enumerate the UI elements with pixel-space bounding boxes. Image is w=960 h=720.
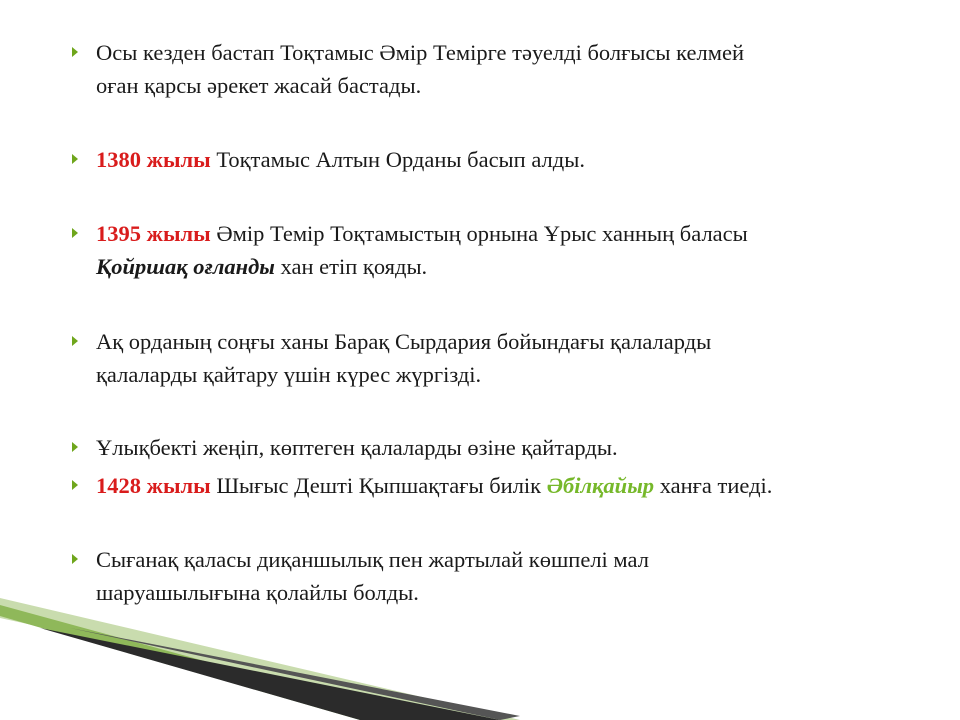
bullet-item-5 [72,431,902,464]
bullet-7-line-2: шаруашылығына қолайлы болды. [96,580,419,605]
bullet-3-text-1: Әмір Темір Тоқтамыстың орнына Ұрыс ханның баласы [210,221,748,246]
bullet-arrow-icon [72,554,78,564]
bullet-6-text-1: Шығыс Дешті Қыпшақтағы билік [210,473,547,498]
bullet-arrow-icon [72,336,78,346]
bullet-item-7 [72,543,902,609]
bullet-item-6 [72,469,902,502]
bullet-5-text: Ұлықбекті жеңіп, көптеген қалаларды өзіне қайтарды. [96,435,618,460]
bullet-2-text: Тоқтамыс Алтын Орданы басып алды. [210,147,585,172]
bullet-item-2 [72,143,902,176]
bullet-3-name: Қойршақ оғланды [96,254,275,279]
bullet-4-line-2: қалаларды қайтару үшін күрес жүргізді. [96,362,482,387]
bullet-arrow-icon [72,442,78,452]
bullet-7-line-1: Сығанақ қаласы диқаншылық пен жартылай көшпелі мал [96,547,649,572]
bullet-3-year: 1395 жылы [96,221,211,246]
bullet-arrow-icon [72,480,78,490]
bullet-4-line-1: Ақ орданың соңғы ханы Барақ Сырдария бойындағы қалаларды [96,329,712,354]
bullet-6-text-2: ханға тиеді. [654,473,773,498]
bullet-1-line-1: Осы кезден бастап Тоқтамыс Әмір Темірге тәуелді болғысы келмей [96,40,745,65]
bullet-item-1 [72,36,902,102]
bullet-item-4 [72,325,902,391]
bullet-3-text-2: хан етіп қояды. [274,254,428,279]
bullet-item-3 [72,217,902,283]
bullet-2-year: 1380 жылы [96,147,211,172]
bullet-arrow-icon [72,228,78,238]
bullet-6-name: Әбілқайыр [546,473,655,498]
bullet-arrow-icon [72,47,78,57]
bullet-1-line-2: оған қарсы әрекет жасай бастады. [96,73,422,98]
bullet-6-year: 1428 жылы [96,473,211,498]
bullet-arrow-icon [72,154,78,164]
